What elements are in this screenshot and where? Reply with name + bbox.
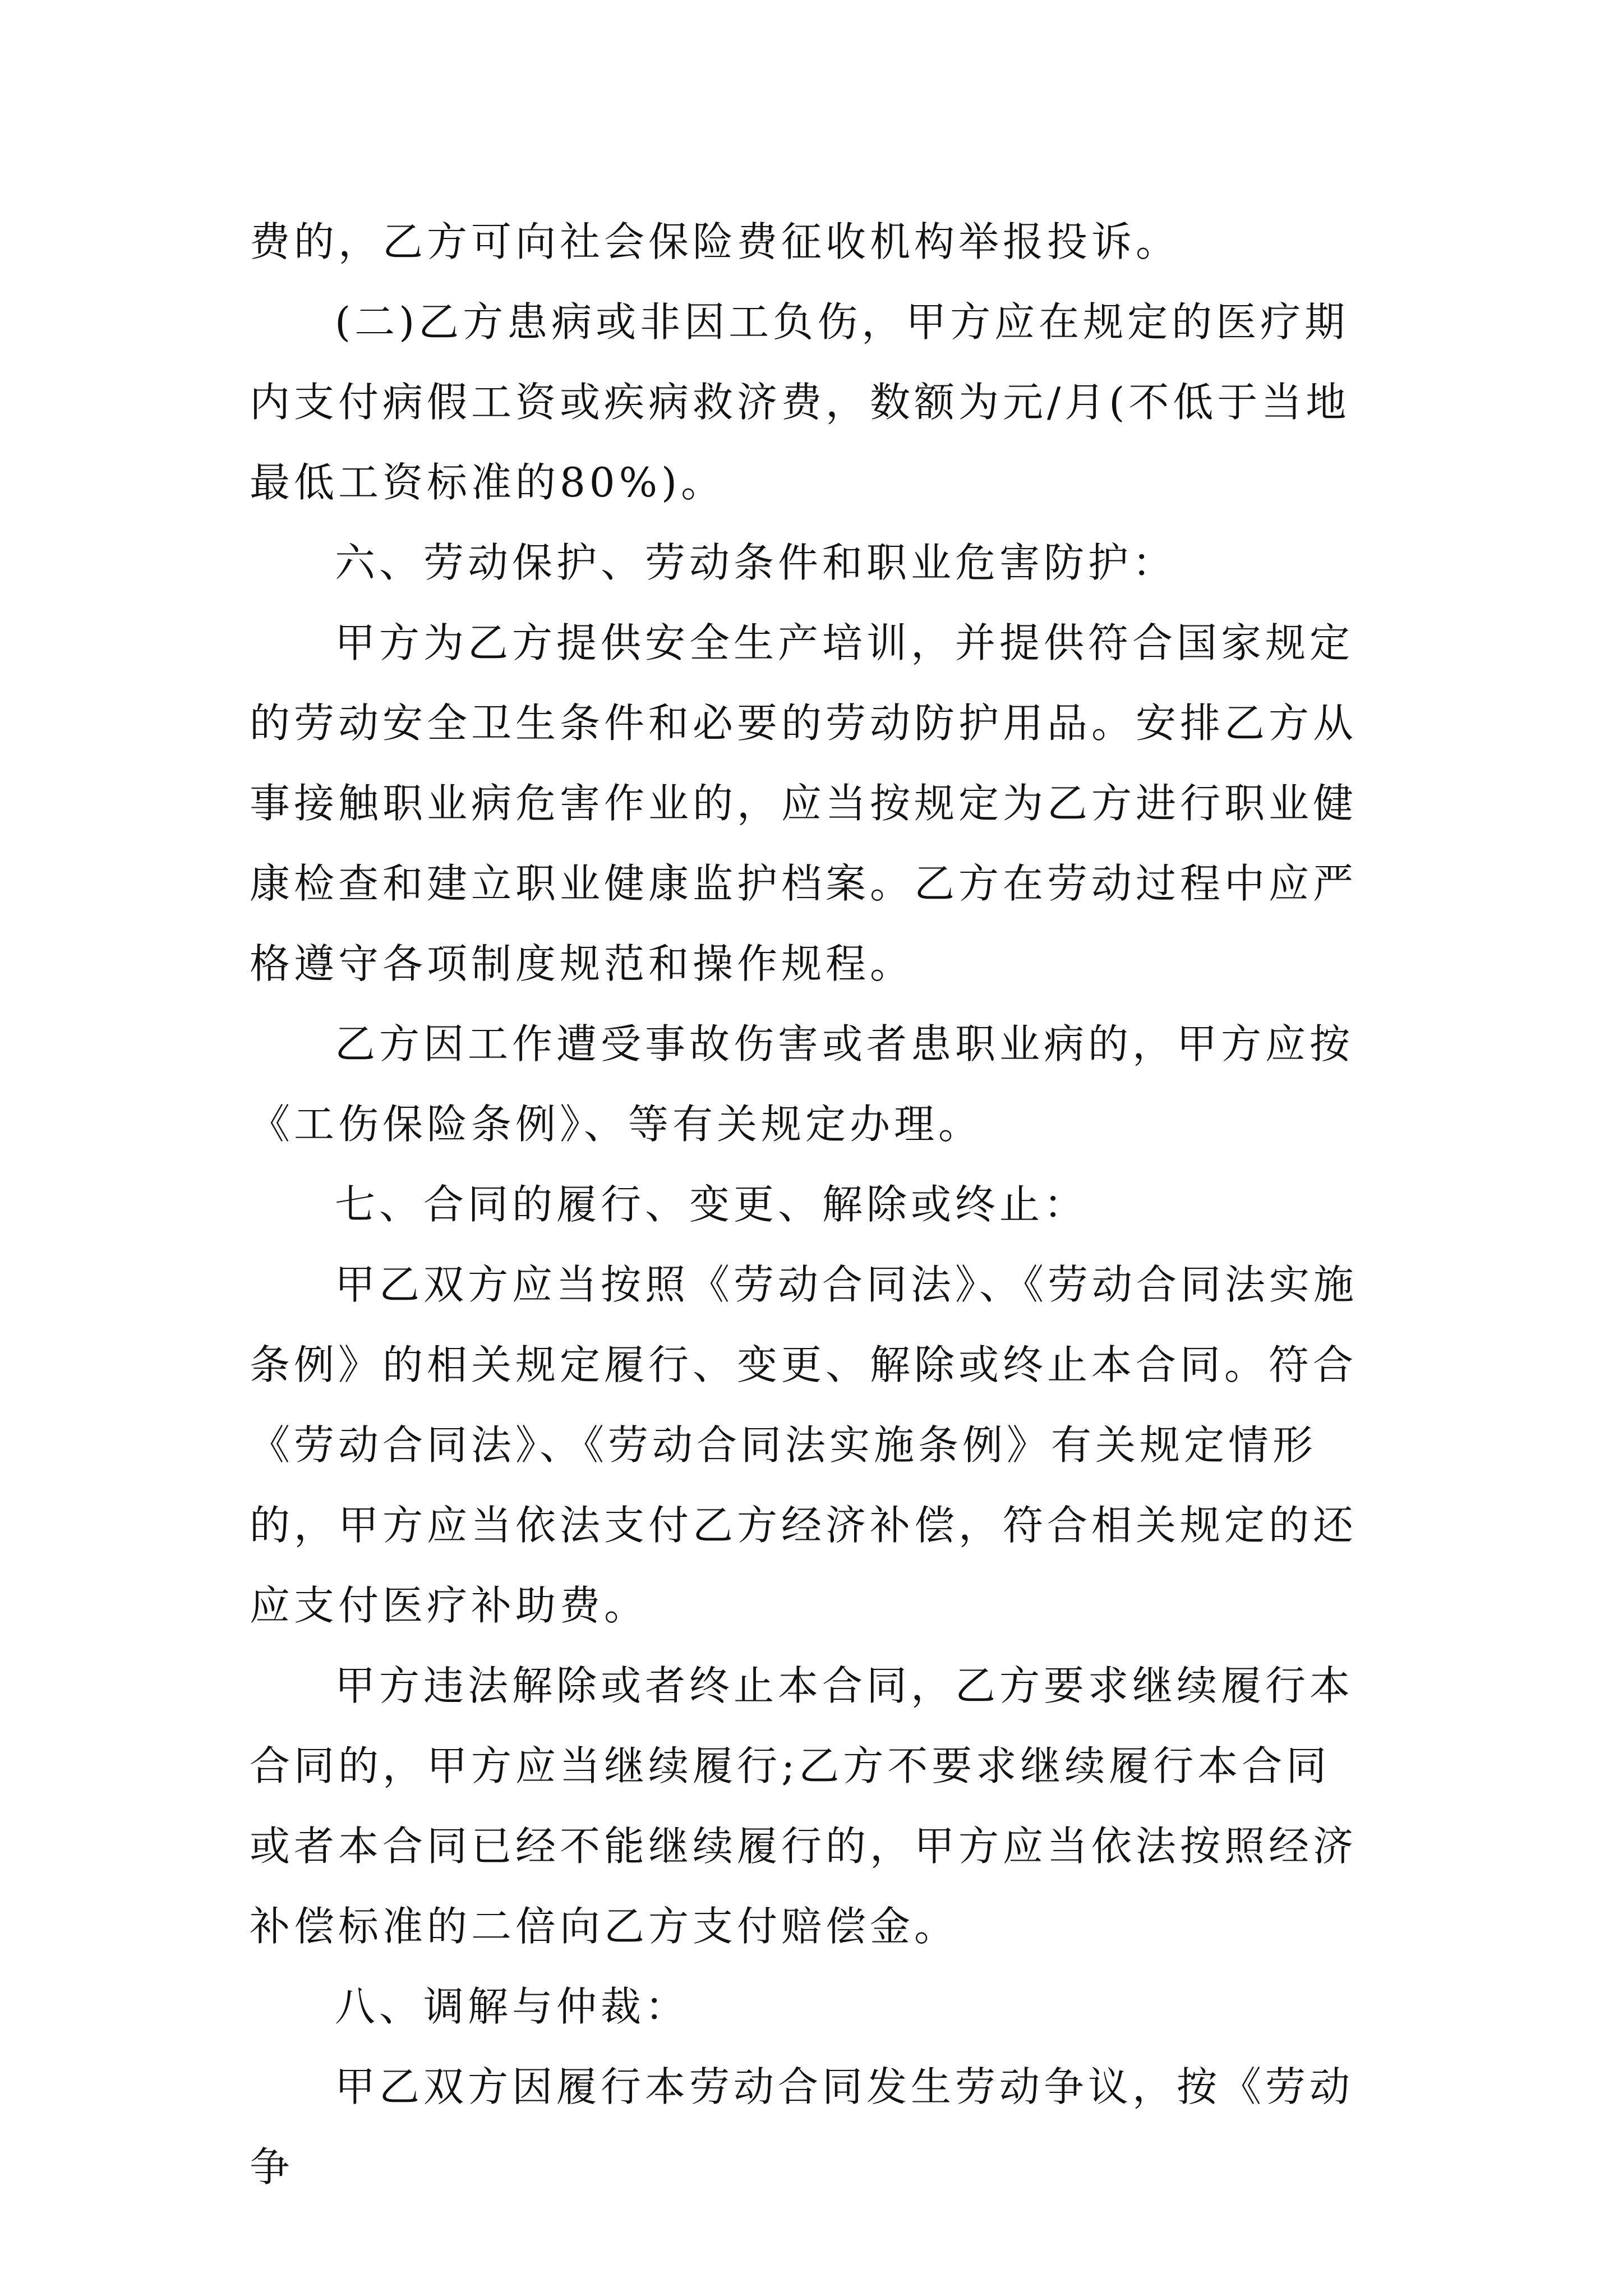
paragraph-continuation: 费的，乙方可向社会保险费征收机构举报投诉。 [250,218,1181,265]
paragraph-contract-performance: 甲乙双方应当按照《劳动合同法》、《劳动合同法实施条例》的相关规定履行、变更、解除或终止本合同。符合《劳动合同法》、《劳动合同法实施条例》有关规定情形的，甲方应当依法支付乙方经济补偿，符合相关规定的还应支付医疗补助费。 [250,1261,1358,1629]
paragraph-sick-leave-pay: (二)乙方患病或非因工负伤，甲方应在规定的医疗期内支付病假工资或疾病救济费，数额为元/月(不低于当地最低工资标准的80%)。 [250,298,1350,506]
section-heading-eight: 八、调解与仲裁： [335,1983,690,2030]
paragraph-safety-training: 甲方为乙方提供安全生产培训，并提供符合国家规定的劳动安全卫生条件和必要的劳动防护用品。安排乙方从事接触职业病危害作业的，应当按规定为乙方进行职业健康检查和建立职业健康监护档案。乙方在劳动过程中应严格遵守各项制度规范和操作规程。 [250,619,1358,987]
document-body [250,202,1374,2207]
paragraph-unlawful-termination: 甲方违法解除或者终止本合同，乙方要求继续履行本合同的，甲方应当继续履行;乙方不要求继续履行本合同或者本合同已经不能继续履行的，甲方应当依法按照经济补偿标准的二倍向乙方支付赔偿金。 [250,1662,1358,1950]
section-heading-six: 六、劳动保护、劳动条件和职业危害防护： [335,539,1177,586]
paragraph-work-injury: 乙方因工作遭受事故伤害或者患职业病的，甲方应按《工伤保险条例》、等有关规定办理。 [250,1020,1354,1148]
paragraph-labor-dispute: 甲乙双方因履行本劳动合同发生劳动争议，按《劳动争 [250,2063,1354,2191]
section-heading-seven: 七、合同的履行、变更、解除或终止： [335,1181,1089,1228]
